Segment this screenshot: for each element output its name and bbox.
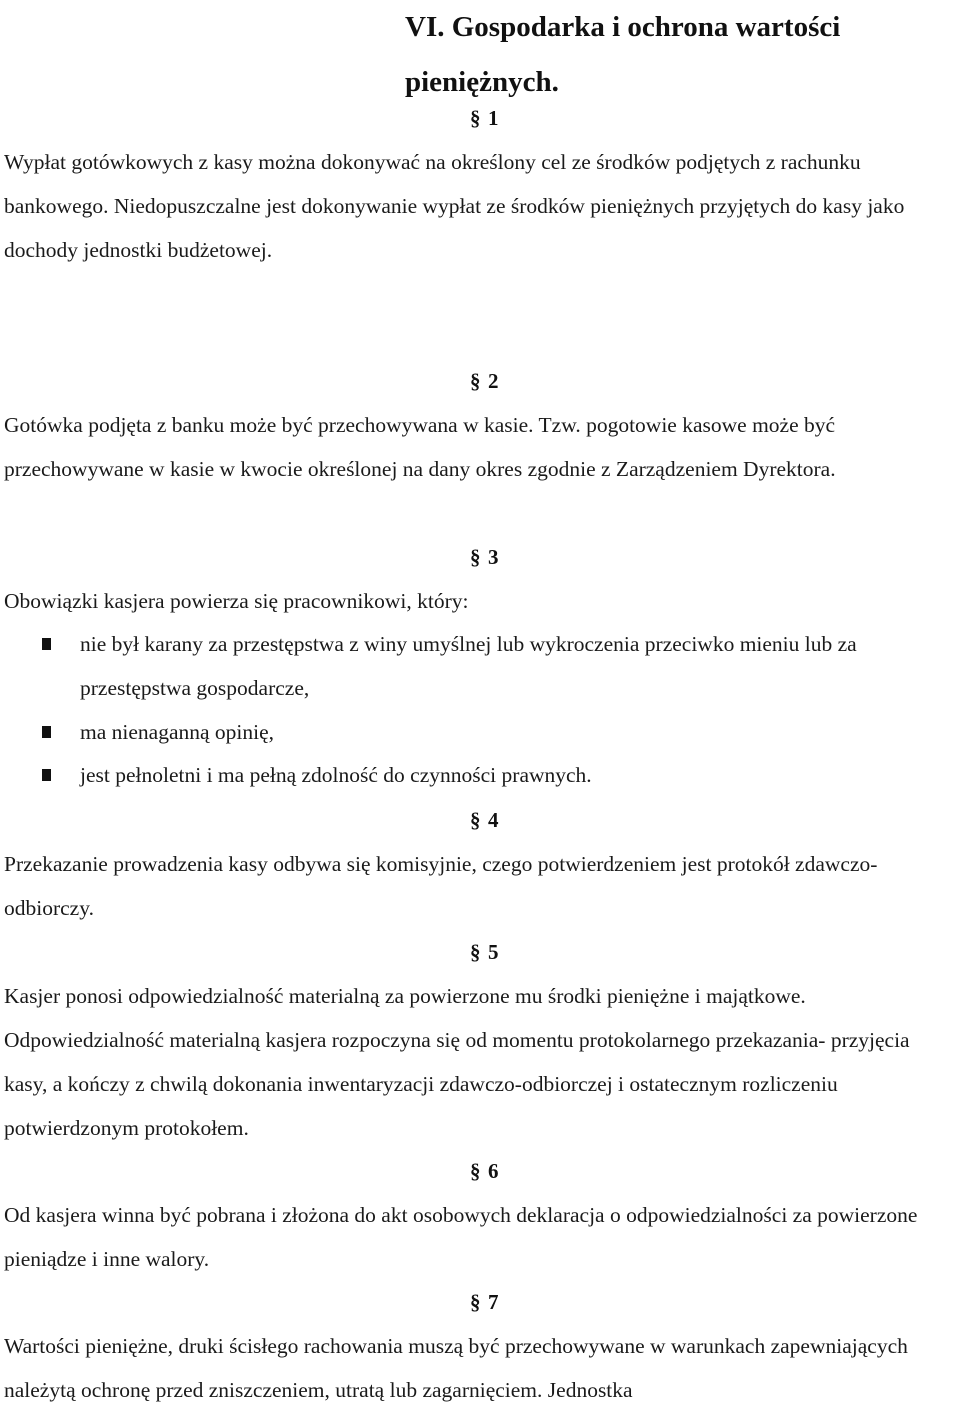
chapter-title	[405, 0, 840, 110]
section-7-heading	[470, 1289, 499, 1315]
section-number: 7	[488, 1290, 499, 1314]
section-number: 6	[488, 1159, 499, 1183]
chapter-title-line-2: pieniężnych.	[405, 66, 559, 98]
section-7-paragraph: Wartości pieniężne, druki ścisłego rachowania muszą być przechowywane w warunkach zapewniających należytą ochronę przed zniszczeniem, utratą lub zagarnięciem. Jednostka	[4, 1334, 908, 1402]
section-number: 2	[488, 369, 499, 393]
section-symbol: §	[470, 106, 481, 130]
section-symbol: §	[470, 1290, 481, 1314]
section-symbol: §	[470, 545, 481, 569]
section-number: 5	[488, 940, 499, 964]
section-symbol: §	[470, 940, 481, 964]
section-2-paragraph: Gotówka podjęta z banku może być przechowywana w kasie. Tzw. pogotowie kasowe może być przechowywane w kasie w kwocie określonej na dany okres zgodnie z Zarządzeniem Dyrektora.	[4, 413, 836, 481]
bullet-item: jest pełnoletni i ma pełną zdolność do czynności prawnych.	[80, 763, 592, 787]
section-number: 4	[488, 808, 499, 832]
section-number: 3	[488, 545, 499, 569]
section-6-heading	[470, 1158, 499, 1184]
section-4-heading	[470, 807, 499, 833]
bullet-square-icon	[42, 769, 51, 781]
section-symbol: §	[470, 369, 481, 393]
chapter-title-line-1: VI. Gospodarka i ochrona wartości	[405, 11, 841, 43]
section-5-paragraph: Kasjer ponosi odpowiedzialność materialną za powierzone mu środki pieniężne i majątkowe. Odpowiedzialność materialną kasjera rozpoczyna się od momentu protokolarnego przekazania- przyjęcia kasy, a kończy z chwilą dokonania inwentaryzacji zdawczo-odbiorczej i ostatecznym rozliczeniu potwierdzonym protokołem.	[4, 984, 910, 1140]
section-3-heading	[470, 544, 499, 570]
section-number: 1	[488, 106, 499, 130]
section-6-paragraph: Od kasjera winna być pobrana i złożona do akt osobowych deklaracja o odpowiedzialności za powierzone pieniądze i inne walory.	[4, 1203, 918, 1271]
section-2-heading	[470, 368, 499, 394]
section-1-paragraph: Wypłat gotówkowych z kasy można dokonywać na określony cel ze środków podjętych z rachunku bankowego. Niedopuszczalne jest dokonywanie wypłat ze środków pieniężnych przyjętych do kasy jako dochody jednostki budżetowej.	[4, 150, 905, 262]
bullet-item: ma nienaganną opinię,	[80, 720, 275, 744]
section-5-heading	[470, 939, 499, 965]
section-symbol: §	[470, 808, 481, 832]
section-1-heading	[470, 105, 499, 131]
section-symbol: §	[470, 1159, 481, 1183]
section-3-paragraph: Obowiązki kasjera powierza się pracownikowi, który:	[4, 589, 469, 613]
bullet-square-icon	[42, 726, 51, 738]
bullet-square-icon	[42, 638, 51, 650]
section-4-paragraph: Przekazanie prowadzenia kasy odbywa się komisyjnie, czego potwierdzeniem jest protokół zdawczo- odbiorczy.	[4, 852, 878, 920]
bullet-item: nie był karany za przestępstwa z winy umyślnej lub wykroczenia przeciwko mieniu lub za przestępstwa gospodarcze,	[80, 632, 857, 700]
